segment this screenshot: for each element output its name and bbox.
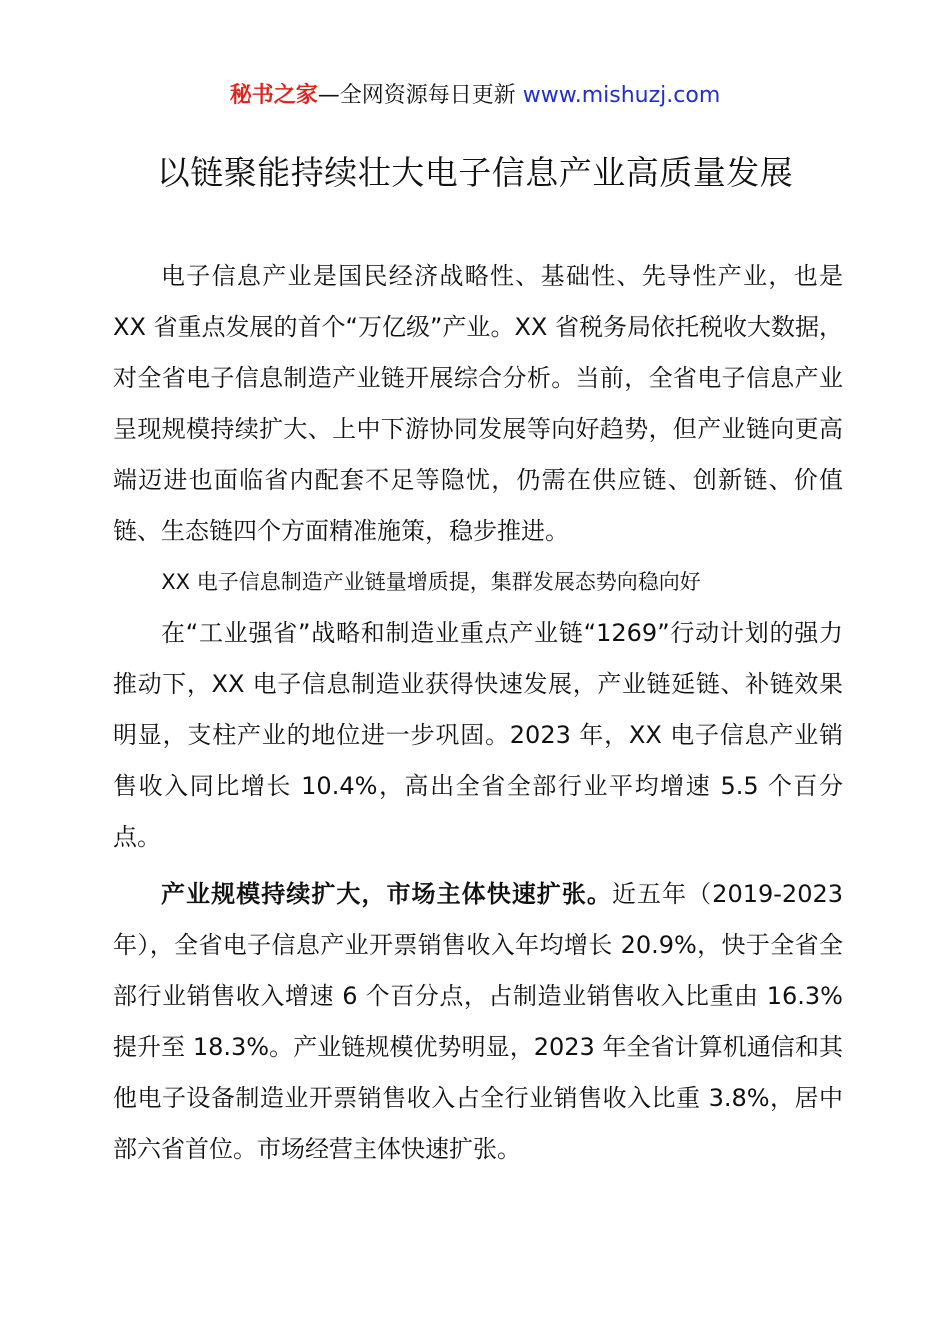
section-subheading: XX 电子信息制造产业链量增质提，集群发展态势向稳向好: [161, 570, 701, 594]
intro-paragraph: 电子信息产业是国民经济战略性、基础性、先导性产业，也是 XX 省重点发展的首个“万亿级”产业。XX 省税务局依托税收大数据，对全省电子信息制造产业链开展综合分析。当前，全省电子信息产业呈现规模持续扩大、上中下游协同发展等向好趋势，但产业链向更高端迈进也面临省内配套不足等隐忧，仍需在供应链、创新链、价值链、生态链四个方面精准施策，稳步推进。: [113, 262, 843, 545]
site-url-link[interactable]: www.mishuzj.com: [522, 83, 721, 108]
brand-name: 秘书之家: [229, 83, 318, 108]
article-title: 以链聚能持续壮大电子信息产业高质量发展: [156, 153, 794, 192]
article-body: [113, 251, 843, 1175]
paragraph-lead-bold: 产业规模持续扩大，市场主体快速扩张。: [161, 880, 612, 908]
paragraph-text: 近五年（2019-2023 年），全省电子信息产业开票销售收入年均增长 20.9%，快于全省全部行业销售收入增速 6 个百分点，占制造业销售收入比重由 16.3%提升至 18.3%。产业链规模优势明显，2023 年全省计算机通信和其他电子设备制造业开票销售收入占全行业销售收入比重 3.8%，居中部六省首位。市场经营主体快速扩张。: [113, 880, 843, 1163]
body-paragraph: 在“工业强省”战略和制造业重点产业链“1269”行动计划的强力推动下，XX 电子信息制造业获得快速发展，产业链延链、补链效果明显，支柱产业的地位进一步巩固。2023 年，XX 电子信息产业销售收入同比增长 10.4%，高出全省全部行业平均增速 5.5 个百分点。: [113, 619, 843, 851]
body-paragraph: [113, 869, 843, 1175]
banner-tagline: —全网资源每日更新: [317, 83, 523, 108]
site-banner: [0, 80, 950, 112]
